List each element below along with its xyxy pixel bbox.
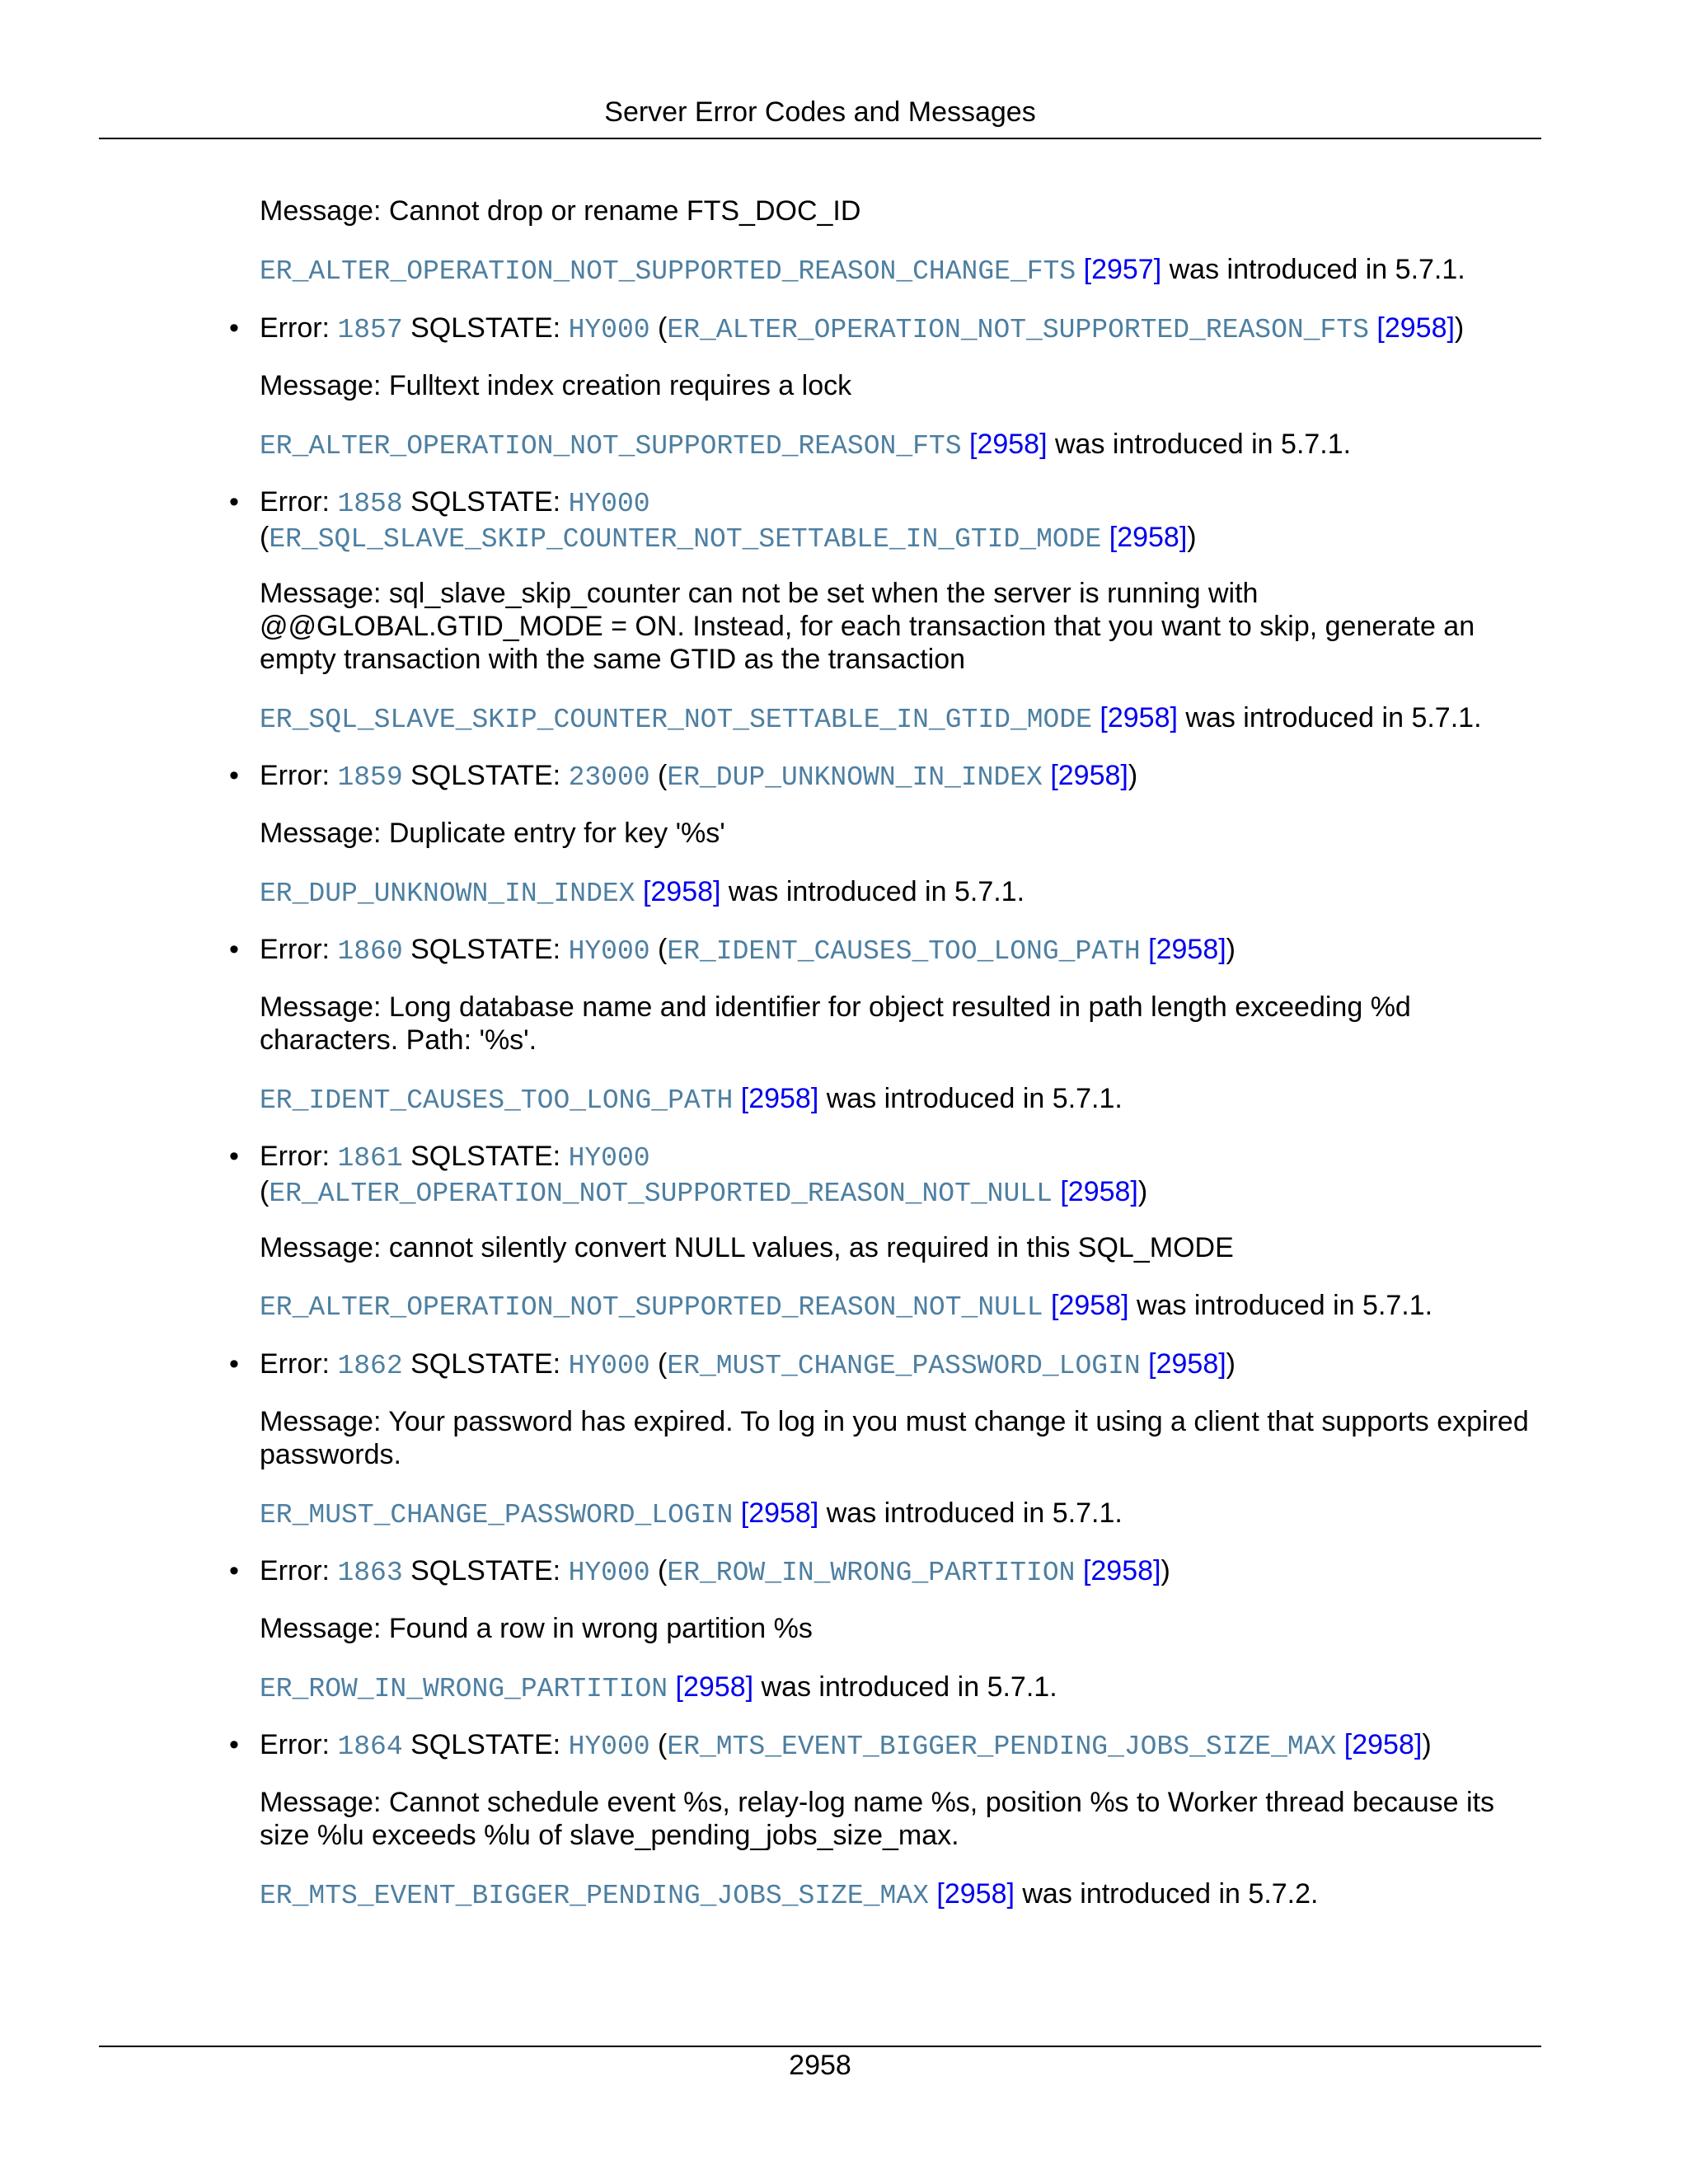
page-ref-link[interactable]: [2958] (1060, 1176, 1138, 1207)
error-code: 1858 (337, 489, 403, 519)
message-text: Fulltext index creation requires a lock (388, 370, 852, 401)
message-line: Message: sql_slave_skip_counter can not be set when the server is running with @@GLOBAL.GTID_MODE = ON. Instead, for each transaction that you want to skip, generate an empty transaction with the same GTID as the transaction (260, 578, 1475, 675)
introduced-line: ER_ALTER_OPERATION_NOT_SUPPORTED_REASON_NOT_NULL [2958] was introduced in 5.7.1. (260, 1290, 1433, 1323)
error-symbol-link[interactable]: ER_MUST_CHANGE_PASSWORD_LOGIN (667, 1351, 1141, 1381)
page-ref-link[interactable]: [2958] (1376, 312, 1455, 344)
error-line: Error: 1862 SQLSTATE: HY000 (ER_MUST_CHANGE_PASSWORD_LOGIN [2958]) (260, 1348, 1236, 1381)
introduced-line: ER_DUP_UNKNOWN_IN_INDEX [2958] was introduced in 5.7.1. (260, 876, 1025, 909)
introduced-line: ER_ALTER_OPERATION_NOT_SUPPORTED_REASON_FTS [2958] was introduced in 5.7.1. (260, 429, 1352, 462)
message-line: Message: Fulltext index creation requires a lock (260, 370, 852, 401)
version-text: 5.7.1. (1395, 254, 1465, 285)
page-ref-link[interactable]: [2958] (1050, 760, 1128, 791)
error-code: 1863 (337, 1558, 403, 1588)
error-symbol-link[interactable]: ER_SQL_SLAVE_SKIP_COUNTER_NOT_SETTABLE_IN_GTID_MODE (260, 705, 1092, 735)
bullet: • (229, 1348, 239, 1380)
page-ref-link[interactable]: [2958] (1343, 1729, 1423, 1760)
introduced-line: ER_SQL_SLAVE_SKIP_COUNTER_NOT_SETTABLE_IN_GTID_MODE [2958] was introduced in 5.7.1. (260, 702, 1482, 735)
bullet: • (229, 312, 239, 344)
bullet: • (229, 486, 239, 518)
bullet: • (229, 760, 239, 791)
message-text: sql_slave_skip_counter can not be set when the server is running with @@GLOBAL.GTID_MODE = ON. Instead, for each transaction that you want to skip, generate an empty transaction with the same GTID as the transaction (260, 578, 1475, 675)
sqlstate-code: 23000 (568, 762, 650, 793)
introduced-line: ER_MUST_CHANGE_PASSWORD_LOGIN [2958] was introduced in 5.7.1. (260, 1497, 1123, 1530)
page-ref-link[interactable]: [2958] (1109, 522, 1188, 553)
introduced-line: ER_ROW_IN_WRONG_PARTITION [2958] was introduced in 5.7.1. (260, 1671, 1057, 1704)
error-symbol-link[interactable]: ER_ALTER_OPERATION_NOT_SUPPORTED_REASON_CHANGE_FTS (260, 256, 1076, 287)
version-text: 5.7.1. (1411, 702, 1482, 733)
bullet: • (229, 1729, 239, 1760)
error-code: 1861 (337, 1143, 403, 1174)
version-text: 5.7.1. (987, 1671, 1057, 1703)
footer-rule (99, 2046, 1541, 2047)
bullet: • (229, 1141, 239, 1172)
page-ref-link[interactable]: [2958] (1148, 934, 1226, 965)
page-ref-link[interactable]: [2958] (675, 1671, 754, 1703)
version-text: 5.7.1. (954, 876, 1025, 907)
message-text: Cannot schedule event %s, relay-log name %s, position %s to Worker thread because its size %lu exceeds %lu of slave_pending_jobs_size_max. (260, 1787, 1495, 1851)
error-symbol-link[interactable]: ER_DUP_UNKNOWN_IN_INDEX (260, 879, 635, 909)
header-rule (99, 138, 1541, 139)
sqlstate-code: HY000 (568, 315, 650, 345)
error-symbol-link[interactable]: ER_DUP_UNKNOWN_IN_INDEX (667, 762, 1043, 793)
message-line: Message: Duplicate entry for key '%s' (260, 818, 725, 849)
error-code: 1857 (337, 315, 403, 345)
page-number: 2958 (789, 2050, 851, 2081)
message-line: Message: Long database name and identifier for object resulted in path length exceeding %d characters. Path: '%s'. (260, 991, 1411, 1056)
error-symbol-link[interactable]: ER_ALTER_OPERATION_NOT_SUPPORTED_REASON_FTS (667, 315, 1369, 345)
error-code: 1859 (337, 762, 403, 793)
introduced-line: ER_MTS_EVENT_BIGGER_PENDING_JOBS_SIZE_MAX [2958] was introduced in 5.7.2. (260, 1878, 1319, 1911)
bullet: • (229, 934, 239, 965)
message-text: Cannot drop or rename FTS_DOC_ID (388, 195, 861, 227)
version-text: 5.7.1. (1362, 1290, 1433, 1321)
page-ref-link[interactable]: [2958] (1148, 1348, 1226, 1380)
message-line: Message: cannot silently convert NULL values, as required in this SQL_MODE (260, 1232, 1234, 1263)
error-symbol-link[interactable]: ER_ALTER_OPERATION_NOT_SUPPORTED_REASON_NOT_NULL (260, 1292, 1043, 1323)
error-line: Error: 1860 SQLSTATE: HY000 (ER_IDENT_CAUSES_TOO_LONG_PATH [2958]) (260, 934, 1236, 967)
sqlstate-code: HY000 (568, 1732, 650, 1762)
page-ref-link[interactable]: [2958] (1100, 702, 1178, 733)
message-line: Message: Cannot schedule event %s, relay-log name %s, position %s to Worker thread because its size %lu exceeds %lu of slave_pending_jobs_size_max. (260, 1787, 1495, 1851)
version-text: 5.7.1. (1052, 1497, 1123, 1529)
page-ref-link[interactable]: [2958] (1082, 1555, 1161, 1586)
error-symbol-link[interactable]: ER_SQL_SLAVE_SKIP_COUNTER_NOT_SETTABLE_IN_GTID_MODE (269, 524, 1102, 555)
sqlstate-code: HY000 (568, 1143, 650, 1174)
page-ref-link[interactable]: [2958] (936, 1878, 1015, 1910)
message-line: Message: Cannot drop or rename FTS_DOC_ID (260, 195, 861, 227)
error-symbol-link[interactable]: ER_ALTER_OPERATION_NOT_SUPPORTED_REASON_NOT_NULL (269, 1179, 1053, 1209)
error-line: Error: 1863 SQLSTATE: HY000 (ER_ROW_IN_WRONG_PARTITION [2958]) (260, 1555, 1170, 1588)
message-text: Your password has expired. To log in you must change it using a client that supports expired passwords. (260, 1406, 1529, 1470)
sqlstate-code: HY000 (568, 489, 650, 519)
error-symbol-link[interactable]: ER_MUST_CHANGE_PASSWORD_LOGIN (260, 1500, 734, 1530)
message-text: Long database name and identifier for object resulted in path length exceeding %d characters. Path: '%s'. (260, 991, 1411, 1056)
page-ref-link[interactable]: [2958] (969, 429, 1048, 460)
version-text: 5.7.1. (1052, 1083, 1123, 1114)
page-ref-link[interactable]: [2958] (740, 1497, 819, 1529)
error-symbol-link[interactable]: ER_ALTER_OPERATION_NOT_SUPPORTED_REASON_FTS (260, 431, 962, 462)
error-line: Error: 1864 SQLSTATE: HY000 (ER_MTS_EVENT_BIGGER_PENDING_JOBS_SIZE_MAX [2958]) (260, 1729, 1432, 1762)
error-code: 1862 (337, 1351, 403, 1381)
sqlstate-code: HY000 (568, 1558, 650, 1588)
page-ref-link[interactable]: [2958] (1051, 1290, 1129, 1321)
error-line: Error: 1861 SQLSTATE: HY000 (ER_ALTER_OPERATION_NOT_SUPPORTED_REASON_NOT_NULL [2958]) (260, 1141, 1148, 1209)
error-symbol-link[interactable]: ER_IDENT_CAUSES_TOO_LONG_PATH (260, 1085, 734, 1116)
message-line: Message: Found a row in wrong partition %s (260, 1613, 813, 1644)
introduced-line: ER_IDENT_CAUSES_TOO_LONG_PATH [2958] was introduced in 5.7.1. (260, 1083, 1123, 1116)
sqlstate-code: HY000 (568, 1351, 650, 1381)
error-symbol-link[interactable]: ER_MTS_EVENT_BIGGER_PENDING_JOBS_SIZE_MAX (260, 1881, 929, 1911)
version-text: 5.7.1. (1281, 429, 1352, 460)
message-line: Message: Your password has expired. To log in you must change it using a client that supports expired passwords. (260, 1406, 1529, 1470)
error-symbol-link[interactable]: ER_MTS_EVENT_BIGGER_PENDING_JOBS_SIZE_MAX (667, 1732, 1337, 1762)
error-line: Error: 1859 SQLSTATE: 23000 (ER_DUP_UNKNOWN_IN_INDEX [2958]) (260, 760, 1138, 793)
message-text: Duplicate entry for key '%s' (388, 818, 725, 849)
page-ref-link[interactable]: [2958] (740, 1083, 819, 1114)
version-text: 5.7.2. (1248, 1878, 1319, 1910)
bullet: • (229, 1555, 239, 1586)
page-ref-link[interactable]: [2958] (642, 876, 721, 907)
error-code: 1864 (337, 1732, 403, 1762)
message-text: Found a row in wrong partition %s (388, 1613, 813, 1644)
error-code: 1860 (337, 936, 403, 967)
introduced-line: ER_ALTER_OPERATION_NOT_SUPPORTED_REASON_CHANGE_FTS [2957] was introduced in 5.7.1. (260, 254, 1465, 287)
message-text: cannot silently convert NULL values, as required in this SQL_MODE (388, 1232, 1234, 1263)
page-header-title: Server Error Codes and Messages (604, 96, 1036, 128)
error-symbol-link[interactable]: ER_ROW_IN_WRONG_PARTITION (667, 1558, 1076, 1588)
error-symbol-link[interactable]: ER_IDENT_CAUSES_TOO_LONG_PATH (667, 936, 1141, 967)
error-line: Error: 1857 SQLSTATE: HY000 (ER_ALTER_OPERATION_NOT_SUPPORTED_REASON_FTS [2958]) (260, 312, 1465, 345)
error-line: Error: 1858 SQLSTATE: HY000 (ER_SQL_SLAVE_SKIP_COUNTER_NOT_SETTABLE_IN_GTID_MODE [2958]) (260, 486, 1197, 555)
error-symbol-link[interactable]: ER_ROW_IN_WRONG_PARTITION (260, 1674, 668, 1704)
sqlstate-code: HY000 (568, 936, 650, 967)
page-ref-link[interactable]: [2957] (1083, 254, 1162, 285)
